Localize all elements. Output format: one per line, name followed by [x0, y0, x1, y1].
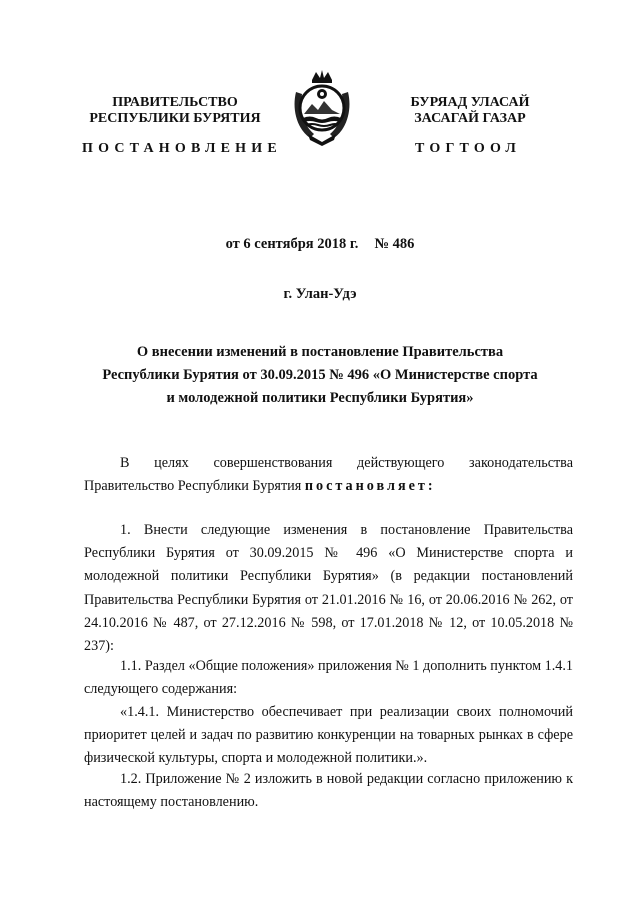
paragraph-1-text: 1. Внести следующие изменения в постановление Правительства Республики Бурятия от 30.09.2015 № 496 «О Министерстве спорта и молодежной политики Республики Бурятия» (в редакции постановлений Правительства Республики Бурятия от 21.01.2016 № 16, от 20.06.2016 № 262, от 24.10.2016 № 487, от 27.12.2016 № 598, от 17.01.2018 № 12, от 10.05.2018 № 237):	[84, 522, 573, 655]
paragraph-1-4-1-text: «1.4.1. Министерство обеспечивает при реализации своих полномочий приоритет целей и задач по развитию конкуренции на товарных рынках в сфере физической культуры, спорта и молодежной политики.».	[84, 704, 573, 767]
header-left-line2: РЕСПУБЛИКИ БУРЯТИЯ	[89, 111, 261, 126]
header-right	[375, 95, 565, 127]
title-line-1: О внесении изменений в постановление Правительства	[136, 344, 504, 360]
paragraph-1-1	[84, 655, 573, 701]
paragraph-1-2-text: 1.2. Приложение № 2 изложить в новой редакции согласно приложению к настоящему постановлению.	[84, 771, 573, 811]
paragraph-1	[84, 519, 573, 658]
title-line-3: и молодежной политики Республики Бурятия»	[166, 390, 474, 406]
coat-of-arms-icon	[290, 68, 354, 146]
decree-date: от 6 сентября 2018 г.	[225, 236, 359, 252]
paragraph-1-1-text: 1.1. Раздел «Общие положения» приложения № 1 дополнить пунктом 1.4.1 следующего содержания:	[84, 658, 574, 698]
paragraph-1-2	[84, 768, 573, 814]
doc-type-right: ТОГТООЛ	[415, 141, 522, 156]
header-right-line2: ЗАСАГАЙ ГАЗАР	[414, 111, 526, 126]
intro-keyword: постановляет:	[304, 478, 436, 495]
paragraph-1-4-1	[84, 701, 573, 771]
header-left-line1: ПРАВИТЕЛЬСТВО	[112, 95, 238, 110]
decree-title	[0, 341, 640, 410]
doc-type-left: ПОСТАНОВЛЕНИЕ	[82, 141, 282, 156]
title-line-2: Республики Бурятия от 30.09.2015 № 496 «О Министерстве спорта	[102, 367, 538, 383]
intro-text: В целях совершенствования действующего законодательства Правительство Республики Бурятия	[84, 455, 573, 495]
decree-number: № 486	[374, 236, 415, 252]
intro-paragraph	[84, 452, 573, 498]
decree-date-line	[0, 235, 640, 254]
decree-city: г. Улан-Удэ	[283, 286, 357, 302]
header-left	[75, 95, 275, 127]
header-right-line1: БУРЯАД УЛАСАЙ	[410, 95, 530, 110]
